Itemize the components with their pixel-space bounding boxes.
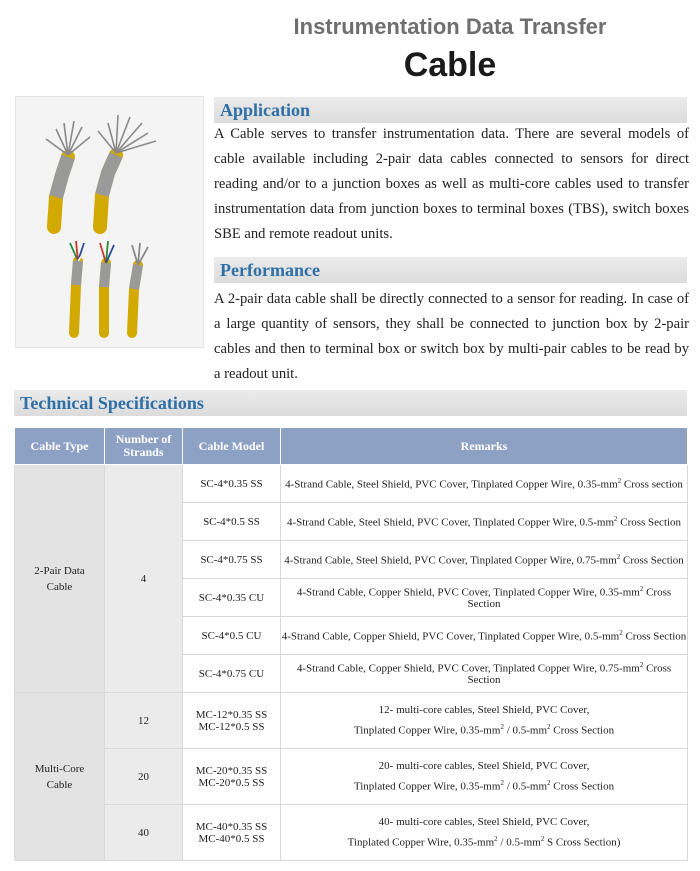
application-text: A Cable serves to transfer instrumentation data. There are several models of cable available including 2-pair data cables connected to sensors for direct reading and/or to a junction boxes as well as multi-core cables used to transfer instrumentation data from junction boxes to terminal boxes (TBS), switch boxes SBE and remote readout units. (214, 126, 689, 242)
remarks-cell: 20- multi-core cables, Steel Shield, PVC Cover, Tinplated Copper Wire, $0.35-mm^2 / 0.5-mm^2$ Cross Section (281, 749, 688, 805)
technical-specifications-heading: Technical Specifications (14, 390, 687, 416)
model-cell: SC-4*0.5 CU (183, 617, 281, 655)
page-title: Cable (403, 46, 497, 84)
performance-heading: Performance (214, 257, 687, 283)
cable-type-cell: Multi-Core Cable (15, 693, 105, 861)
table-row (15, 465, 688, 503)
table-header-row (15, 428, 688, 465)
model-cell: SC-4*0.35 CU (183, 579, 281, 617)
model-cell: SC-4*0.5 SS (183, 503, 281, 541)
table-row (15, 805, 688, 861)
remarks-cell: 4-Strand Cable, Steel Shield, PVC Cover, Tinplated Copper Wire, $0.5-mm^2$ Cross Section (281, 503, 688, 541)
model-cell: MC-40*0.35 SS MC-40*0.5 SS (183, 805, 281, 861)
column-header-strands: Number of Strands (105, 428, 183, 465)
column-header-remarks: Remarks (281, 428, 688, 465)
application-heading: Application (214, 97, 687, 123)
upper-cable-bundle (46, 115, 156, 227)
table-row (15, 749, 688, 805)
lower-cable-bundle (70, 241, 148, 333)
strands-cell: 12 (105, 693, 183, 749)
performance-text: A 2-pair data cable shall be directly connected to a sensor for reading. In case of a large quantity of sensors, they shall be connected to junction box by 2-pair cables and then to terminal box or switch box by multi-pair cables to be read by a readout unit. (214, 291, 689, 382)
remarks-cell: 4-Strand Cable, Copper Shield, PVC Cover, Tinplated Copper Wire, $0.75-mm^2$ Cross Section (281, 655, 688, 693)
page-subtitle: Instrumentation Data Transfer (293, 14, 607, 39)
strands-cell: 40 (105, 805, 183, 861)
model-cell: MC-12*0.35 SS MC-12*0.5 SS (183, 693, 281, 749)
strands-cell: 4 (105, 465, 183, 693)
remarks-cell: 40- multi-core cables, Steel Shield, PVC Cover, Tinplated Copper Wire, $0.35-mm^2 / 0.5-mm^2$ S Cross Section) (281, 805, 688, 861)
column-header-cable-model: Cable Model (183, 428, 281, 465)
column-header-cable-type: Cable Type (15, 428, 105, 465)
model-cell: SC-4*0.75 CU (183, 655, 281, 693)
model-cell: MC-20*0.35 SS MC-20*0.5 SS (183, 749, 281, 805)
model-cell: SC-4*0.75 SS (183, 541, 281, 579)
strands-cell: 20 (105, 749, 183, 805)
remarks-cell: 12- multi-core cables, Steel Shield, PVC Cover, Tinplated Copper Wire, $0.35-mm^2 / 0.5-mm^2$ Cross Section (281, 693, 688, 749)
specifications-table (14, 427, 688, 861)
cable-type-cell: 2-Pair Data Cable (15, 465, 105, 693)
cable-photo (15, 96, 204, 348)
remarks-cell: 4-Strand Cable, Copper Shield, PVC Cover, Tinplated Copper Wire, $0.5-mm^2$ Cross Section (281, 617, 688, 655)
model-cell: SC-4*0.35 SS (183, 465, 281, 503)
remarks-cell: 4-Strand Cable, Steel Shield, PVC Cover, Tinplated Copper Wire, $0.75-mm^2$ Cross Section (281, 541, 688, 579)
table-row (15, 693, 688, 749)
remarks-cell: 4-Strand Cable, Copper Shield, PVC Cover, Tinplated Copper Wire, $0.35-mm^2$ Cross Section (281, 579, 688, 617)
remarks-cell: 4-Strand Cable, Steel Shield, PVC Cover, Tinplated Copper Wire, $0.35-mm^2$ Cross section (281, 465, 688, 503)
